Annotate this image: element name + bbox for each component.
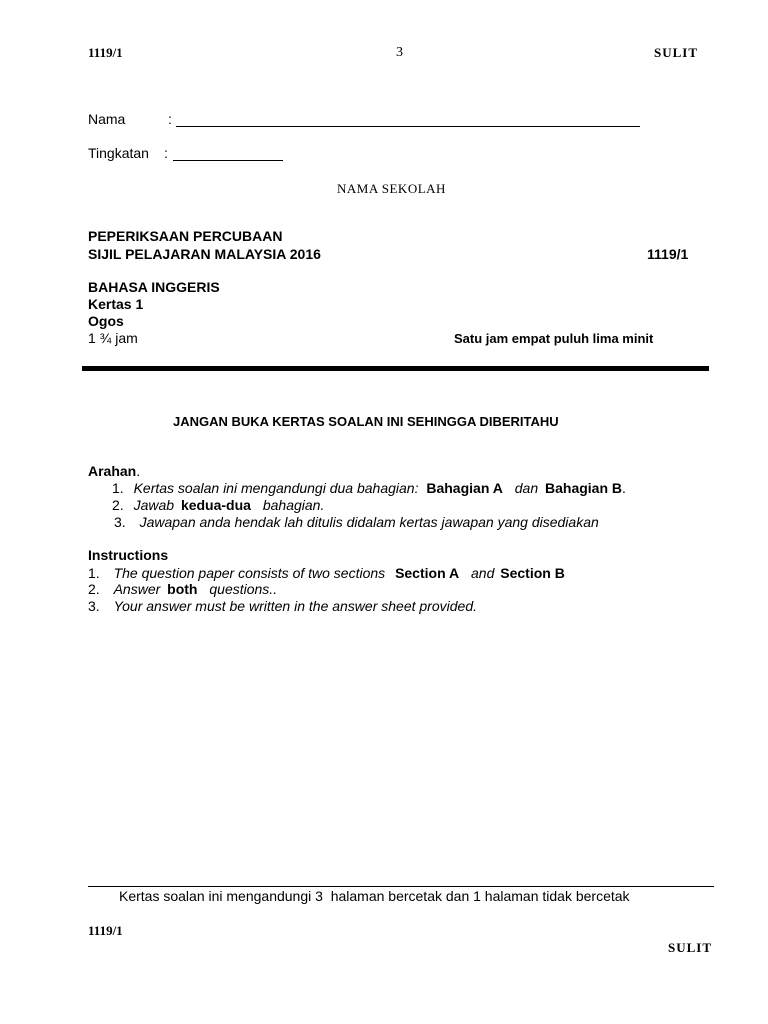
- arahan-item-1-end: .: [622, 480, 626, 496]
- instructions-item-1-and: and: [471, 565, 495, 581]
- instructions-item-1-section-b: Section B: [500, 565, 565, 581]
- name-colon: :: [168, 111, 172, 127]
- instructions-item-3-text: Your answer must be written in the answer sheet provided.: [113, 598, 477, 614]
- instructions-item-2-pre: Answer: [113, 581, 161, 597]
- arahan-heading-text: Arahan: [88, 463, 137, 479]
- arahan-item-2: [112, 497, 324, 513]
- arahan-item-2-num: 2.: [112, 497, 124, 513]
- instructions-item-2-bold: both: [167, 581, 198, 597]
- footer-paper-code: 1119/1: [88, 923, 123, 938]
- arahan-item-2-post: bahagian.: [262, 497, 325, 513]
- instructions-item-3: [88, 598, 477, 614]
- arahan-item-1-num: 1.: [112, 480, 124, 496]
- header-classification: SULIT: [654, 45, 699, 60]
- footer-classification: SULIT: [668, 940, 713, 955]
- instructions-item-1: [88, 565, 565, 581]
- arahan-item-1-dan: dan: [514, 480, 539, 496]
- header-page-number: 3: [396, 45, 403, 60]
- form-colon: :: [164, 145, 168, 161]
- header-paper-code: 1119/1: [88, 45, 123, 60]
- arahan-item-3-text: Jawapan anda hendak lah ditulis didalam kertas jawapan yang disediakan: [139, 514, 599, 530]
- arahan-heading: [88, 463, 140, 479]
- arahan-item-1: [112, 480, 626, 496]
- exam-code: 1119/1: [647, 246, 689, 262]
- exam-duration-long: Satu jam empat puluh lima minit: [454, 331, 654, 346]
- form-input-line[interactable]: [173, 147, 283, 161]
- arahan-item-2-bold: kedua-dua: [180, 497, 251, 513]
- instructions-heading: Instructions: [88, 547, 169, 563]
- instructions-item-1-text: The question paper consists of two sections: [113, 565, 386, 581]
- exam-month: Ogos: [88, 313, 124, 329]
- exam-paper: Kertas 1: [88, 296, 144, 312]
- name-input-line[interactable]: [176, 113, 640, 127]
- thick-divider: [82, 366, 709, 371]
- arahan-heading-dot: .: [136, 463, 141, 479]
- exam-subject: BAHASA INGGERIS: [88, 279, 220, 295]
- exam-title-line2: SIJIL PELAJARAN MALAYSIA 2016: [88, 246, 321, 262]
- instructions-item-1-num: 1.: [88, 565, 100, 581]
- exam-title-line1: PEPERIKSAAN PERCUBAAN: [88, 228, 283, 244]
- exam-duration-short: 1 ¾ jam: [88, 330, 138, 346]
- arahan-item-2-pre: Jawab: [133, 497, 175, 513]
- footer-note: Kertas soalan ini mengandungi 3 halaman bercetak dan 1 halaman tidak bercetak: [119, 888, 630, 904]
- arahan-item-3: [114, 514, 599, 530]
- instructions-item-2-num: 2.: [88, 581, 100, 597]
- arahan-item-1-text: Kertas soalan ini mengandungi dua bahagian:: [133, 480, 419, 496]
- arahan-item-1-part-b: Bahagian B: [545, 480, 623, 496]
- name-label: Nama: [88, 111, 126, 127]
- instructions-item-2-post: questions..: [209, 581, 278, 597]
- school-name: NAMA SEKOLAH: [337, 181, 446, 196]
- instructions-item-2: [88, 581, 277, 597]
- form-label: Tingkatan: [88, 145, 149, 161]
- instructions-item-1-section-a: Section A: [395, 565, 460, 581]
- instructions-item-3-num: 3.: [88, 598, 100, 614]
- footer-divider: [88, 886, 714, 887]
- warning-text: JANGAN BUKA KERTAS SOALAN INI SEHINGGA DIBERITAHU: [173, 414, 559, 429]
- arahan-item-1-part-a: Bahagian A: [426, 480, 503, 496]
- arahan-item-3-num: 3.: [114, 514, 126, 530]
